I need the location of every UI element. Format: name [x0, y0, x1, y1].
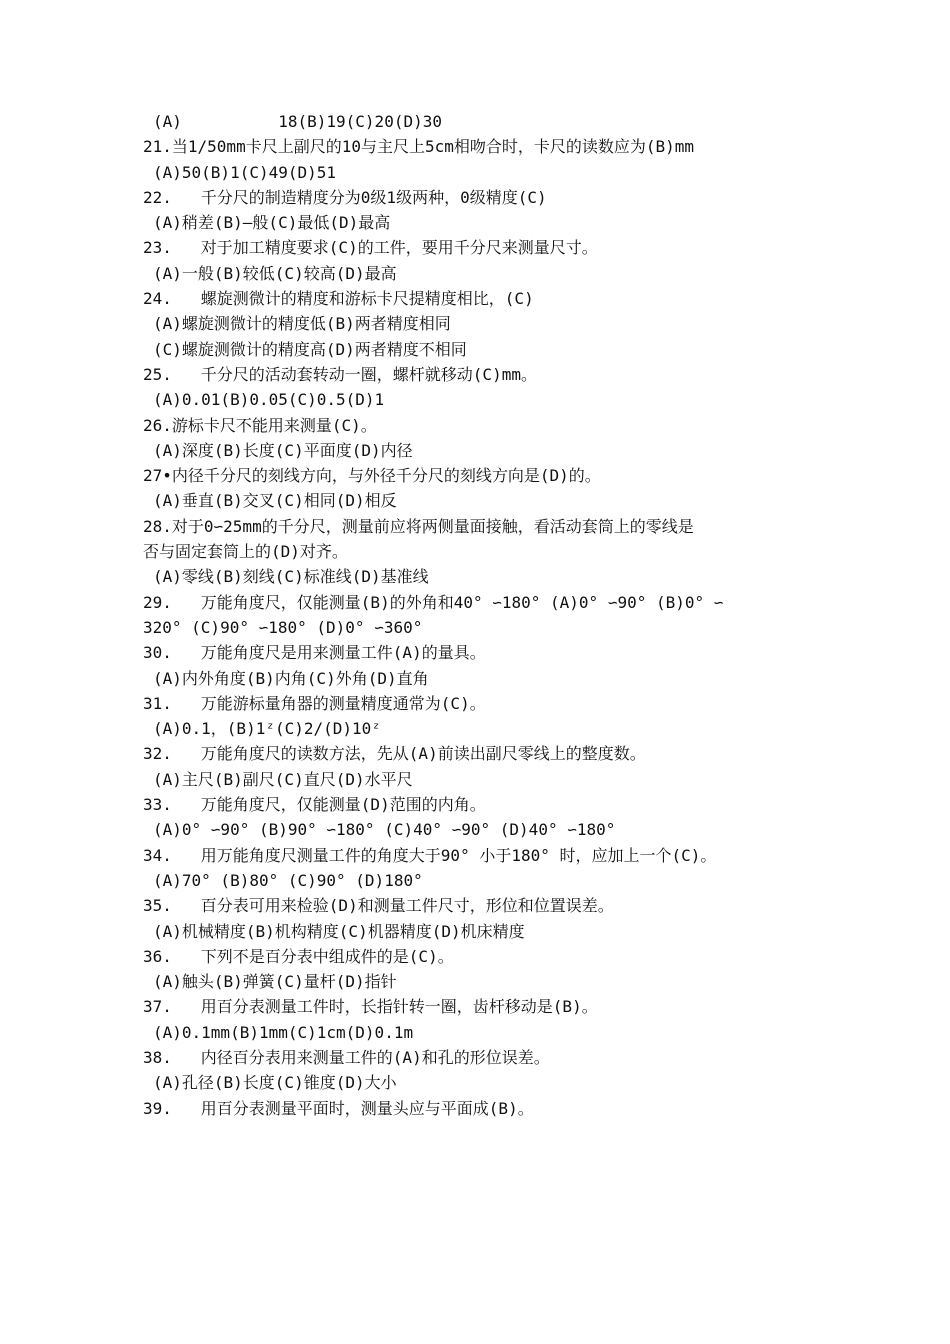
- answer-options-line: (A)机械精度(B)机构精度(C)机器精度(D)机床精度: [153, 921, 525, 941]
- answer-options-line: (A)0.1，(B)1ᶻ(C)2/(D)10ᶻ: [153, 719, 381, 739]
- question-line: 35. 百分表可用来检验(D)和测量工件尺寸，形位和位置误差。: [143, 896, 614, 916]
- answer-options-line: (A)孔径(B)长度(C)锥度(D)大小: [153, 1073, 397, 1093]
- question-line: 25. 千分尺的活动套转动一圈，螺杆就移动(C)mm。: [143, 364, 537, 384]
- question-line: 21.当1/50mm卡尺上副尺的10与主尺上5cm相吻合时，卡尺的读数应为(B)mm: [143, 137, 695, 157]
- question-line: 否与固定套筒上的(D)对齐。: [143, 542, 348, 562]
- question-line: 31. 万能游标量角器的测量精度通常为(C)。: [143, 693, 486, 713]
- question-line: 28.对于0∽25mm的千分尺，测量前应将两侧量面接触，看活动套筒上的零线是: [143, 516, 694, 536]
- question-line: 32. 万能角度尺的读数方法，先从(A)前读出副尺零线上的整度数。: [143, 744, 646, 764]
- question-line: 37. 用百分表测量工件时，长指针转一圈，齿杆移动是(B)。: [143, 997, 598, 1017]
- answer-options-line: (A)0.1mm(B)1mm(C)1cm(D)0.1m: [153, 1022, 414, 1042]
- answer-options-line: (A)一般(B)较低(C)较高(D)最高: [153, 263, 397, 283]
- question-line: 27•内径千分尺的刻线方向，与外径千分尺的刻线方向是(D)的。: [143, 466, 601, 486]
- answer-options-line: (A) 18(B)19(C)20(D)30: [153, 112, 442, 131]
- answer-options-line: (A)0.01(B)0.05(C)0.5(D)1: [153, 390, 385, 410]
- question-line: 33. 万能角度尺，仅能测量(D)范围的内角。: [143, 795, 486, 815]
- question-line: 39. 用百分表测量平面时，测量头应与平面成(B)。: [143, 1098, 534, 1118]
- question-line: 34. 用万能角度尺测量工件的角度大于90° 小于180° 时，应加上一个(C)。: [143, 845, 717, 865]
- answer-options-line: (A)主尺(B)副尺(C)直尺(D)水平尺: [153, 769, 413, 789]
- answer-options-line: (A)0° ∽90° (B)90° ∽180° (C)40° ∽90° (D)40° ∽180°: [153, 820, 616, 840]
- question-line: 320° (C)90° ∽180° (D)0° ∽360°: [143, 617, 423, 637]
- answer-options-line: (A)螺旋测微计的精度低(B)两者精度相同: [153, 314, 451, 334]
- question-line: 30. 万能角度尺是用来测量工件(A)的量具。: [143, 643, 486, 663]
- question-line: 22. 千分尺的制造精度分为0级1级两种，0级精度(C): [143, 187, 547, 207]
- question-line: 26.游标卡尺不能用来测量(C)。: [143, 415, 377, 435]
- answer-options-line: (A)触头(B)弹簧(C)量杆(D)指针: [153, 972, 397, 992]
- question-line: 29. 万能角度尺，仅能测量(B)的外角和40° ∽180° (A)0° ∽90° (B)0° ∽: [143, 592, 724, 612]
- answer-options-line: (C)螺旋测微计的精度高(D)两者精度不相同: [153, 339, 467, 359]
- answer-options-line: (A)零线(B)刻线(C)标准线(D)基准线: [153, 567, 429, 587]
- answer-options-line: (A)50(B)1(C)49(D)51: [153, 162, 337, 182]
- answer-options-line: (A)内外角度(B)内角(C)外角(D)直角: [153, 668, 429, 688]
- answer-options-line: (A)垂直(B)交叉(C)相同(D)相反: [153, 491, 397, 511]
- question-line: 23. 对于加工精度要求(C)的工件，要用千分尺来测量尺寸。: [143, 238, 598, 258]
- question-line: 36. 下列不是百分表中组成件的是(C)。: [143, 946, 454, 966]
- answer-options-line: (A)70° (B)80° (C)90° (D)180°: [153, 870, 423, 890]
- answer-options-line: (A)深度(B)长度(C)平面度(D)内径: [153, 440, 413, 460]
- question-line: 24. 螺旋测微计的精度和游标卡尺提精度相比，(C): [143, 289, 534, 309]
- question-line: 38. 内径百分表用来测量工件的(A)和孔的形位误差。: [143, 1047, 550, 1067]
- answer-options-line: (A)稍差(B)—般(C)最低(D)最高: [153, 213, 391, 233]
- question-list: [143, 109, 843, 1121]
